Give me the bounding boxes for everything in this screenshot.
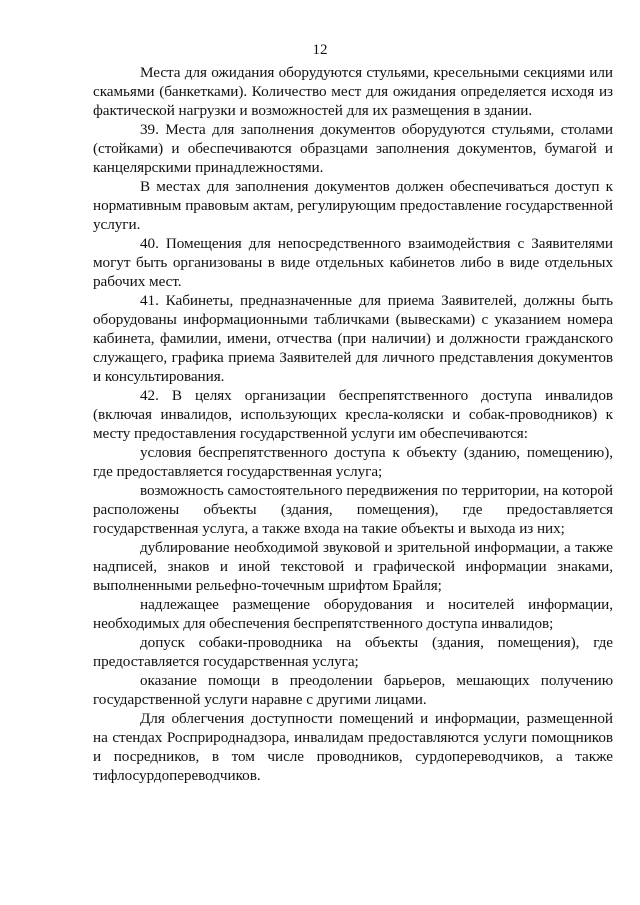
paragraph-assistants: Для облегчения доступности помещений и информации, размещенной на стендах Росприроднадзора, инвалидам предоставляются услуги помощников и посредников, в том числе проводников, сурдопереводчиков, а также тифлосурдопереводчиков. [93,710,613,784]
page-number: 12 [312,42,328,58]
paragraph-access-to-acts: В местах для заполнения документов должен обеспечиваться доступ к нормативным правовым актам, регулирующим предоставление государственной услуги. [93,178,613,233]
list-item-braille: дублирование необходимой звуковой и зрительной информации, а также надписей, знаков и иной текстовой и графической информации знаками, выполненными рельефно-точечным шрифтом Брайля; [93,539,613,594]
list-item-access-conditions: условия беспрепятственного доступа к объекту (зданию, помещению), где предоставляется государственная услуга; [93,444,613,480]
paragraph-waiting-places: Места для ожидания оборудуются стульями, кресельными секциями или скамьями (банкетками). Количество мест для ожидания определяется исходя из фактической нагрузки и возможностей для их размещения в здании. [93,64,613,119]
paragraph-40: 40. Помещения для непосредственного взаимодействия с Заявителями могут быть организованы в виде отдельных кабинетов либо в виде отдельных рабочих мест. [93,235,613,290]
document-body [93,63,613,785]
list-item-movement: возможность самостоятельного передвижения по территории, на которой расположены объекты (здания, помещения), где предоставляется государственная услуга, а также входа на такие объекты и выхода из них; [93,482,613,537]
paragraph-42: 42. В целях организации беспрепятственного доступа инвалидов (включая инвалидов, использующих кресла-коляски и собак-проводников) к месту предоставления государственной услуги им обеспечиваются: [93,387,613,442]
list-item-guide-dog: допуск собаки-проводника на объекты (здания, помещения), где предоставляется государственная услуга; [93,634,613,670]
paragraph-41: 41. Кабинеты, предназначенные для приема Заявителей, должны быть оборудованы информационными табличками (вывесками) с указанием номера кабинета, фамилии, имени, отчества (при наличии) и должности гражданского служащего, графика приема Заявителей для личного представления документов и консультирования. [93,292,613,385]
list-item-equipment: надлежащее размещение оборудования и носителей информации, необходимых для обеспечения беспрепятственного доступа инвалидов; [93,596,613,632]
list-item-assistance: оказание помощи в преодолении барьеров, мешающих получению государственной услуги наравне с другими лицами. [93,672,613,708]
paragraph-39: 39. Места для заполнения документов оборудуются стульями, столами (стойками) и обеспечиваются образцами заполнения документов, бумагой и канцелярскими принадлежностями. [93,121,613,176]
